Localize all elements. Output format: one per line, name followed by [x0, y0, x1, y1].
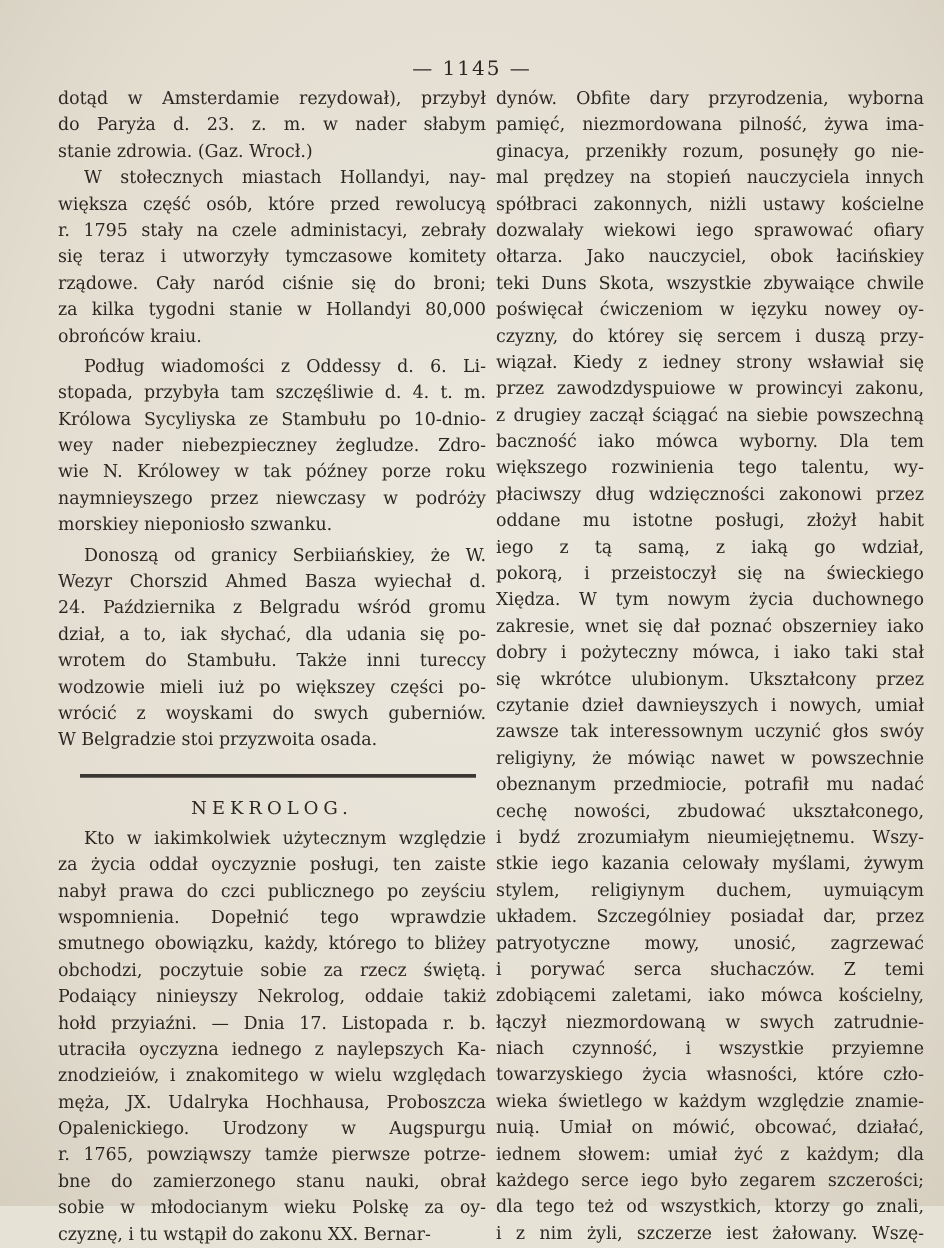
- text-line: zdobiącemi zaletami, iako mówca kościelny,: [496, 986, 924, 1007]
- text-line: Donoszą od granicy Serbiiańskiey, że W.: [84, 545, 486, 566]
- text-line: teki Duns Skota, wszystkie zbywaiące chwile: [496, 273, 924, 294]
- text-line: spółbraci zakonnych, niżli ustawy kościelne: [496, 194, 924, 215]
- text-line: zakresie, wnet się dał poznać obszerniey iako: [496, 616, 924, 637]
- news-paragraph-serbia: [58, 543, 486, 754]
- text-line: rządowe. Cały naród ciśnie się do broni;: [58, 273, 486, 294]
- text-line: obeznanym przedmiocie, potrafił mu nadać: [496, 775, 924, 796]
- text-line: r. 1765, powziąwszy tamże pierwsze potrze-: [58, 1145, 486, 1166]
- text-line: poświęcał ćwiczeniom w ięzyku nowey oy-: [496, 300, 924, 321]
- text-line: iego z tą samą, z iaką go wdział,: [496, 537, 924, 558]
- text-line: dotąd w Amsterdamie rezydował), przybył: [58, 89, 486, 109]
- text-line: Królowa Sycyliyska ze Stambułu po 10-dnio-: [58, 409, 486, 430]
- text-line: i z nim żyli, szczerze iest żałowany. Wszę-: [496, 1223, 924, 1244]
- text-line: Podaiący ninieyszy Nekrolog, oddaie takiż: [58, 987, 486, 1008]
- text-line: naymnieyszego przez niewczasy w podróży: [58, 488, 486, 509]
- text-line: wodzowie mieli iuż po większey części po-: [58, 677, 486, 698]
- text-line: Opalenickiego. Urodzony w Augspurgu: [58, 1119, 486, 1140]
- text-line: i bydź zrozumiałym nieumiejętnemu. Wszy-: [496, 827, 924, 848]
- section-divider: [80, 774, 476, 778]
- text-line: ołtarza. Jako nauczyciel, obok łacińskiey: [496, 247, 924, 268]
- text-line: dynów. Obfite dary przyrodzenia, wyborna: [496, 89, 924, 109]
- text-line: 24. Października z Belgradu wśród gromu: [58, 598, 486, 619]
- text-line: za kilka tygodni stanie w Hollandyi 80,000: [58, 300, 486, 321]
- obituary-continuation: [496, 86, 924, 1247]
- news-paragraph-oddessa: [58, 354, 486, 539]
- text-line: hołd przyiaźni. — Dnia 17. Listopada r. b.: [58, 1013, 486, 1034]
- text-line: wspomnienia. Dopełnić tego wprawdzie: [58, 907, 486, 928]
- text-line: układem. Szczególniey posiadał dar, przez: [496, 907, 924, 928]
- text-line: obrońców kraiu.: [58, 326, 202, 347]
- text-line: bne do zamierzonego stanu nauki, obrał: [58, 1171, 486, 1192]
- text-line: religiyny, że mówiąc nawet w powszechnie: [496, 748, 924, 769]
- text-line: morskiey nieponiosło szwanku.: [58, 515, 333, 536]
- news-paragraph-amsterdam: [58, 86, 486, 165]
- text-line: wrotem do Stambułu. Także inni tureccy: [58, 651, 486, 672]
- text-line: dla tego też od wszystkich, ktorzy go znali,: [496, 1197, 924, 1218]
- text-line: większa część osób, które przed rewolucyą: [58, 194, 486, 215]
- text-line: smutnego obowiązku, każdy, którego to bliżey: [58, 934, 486, 955]
- text-line: utraciła oyczyzna iednego z naylepszych Ka-: [58, 1039, 486, 1060]
- text-line: stanie zdrowia. (Gaz. Wrocł.): [58, 141, 313, 162]
- text-line: wrócić z woyskami do swych guberniów.: [58, 703, 486, 724]
- text-line: obchodzi, poczytuie sobie za rzecz świętą.: [58, 960, 486, 981]
- left-column: [58, 86, 486, 1248]
- text-line: baczność iako mówca wyborny. Dla tem: [496, 432, 924, 453]
- text-line: W stołecznych miastach Hollandyi, nay-: [84, 168, 486, 189]
- text-line: stopada, przybyła tam szczęśliwie d. 4. t. m.: [58, 383, 486, 404]
- text-line: znodzieiów, i znakomitego w wielu względach: [58, 1066, 486, 1087]
- text-line: płaciwszy dług wdzięczności zakonowi przez: [496, 484, 924, 505]
- text-line: Podług wiadomości z Oddessy d. 6. Li-: [84, 356, 486, 377]
- text-line: ginacya, przenikły rozum, posunęły go nie-: [496, 141, 924, 162]
- text-line: pamięć, niezmordowana pilność, żywa ima-: [496, 115, 924, 136]
- text-line: towarzyskiego życia własności, które czło-: [496, 1065, 924, 1086]
- text-line: r. 1795 stały na czele administacyi, zebrały: [58, 220, 486, 241]
- text-line: niach czynność, i wszystkie przyiemne: [496, 1039, 924, 1060]
- text-line: cechę nowości, zbudować ukształconego,: [496, 801, 924, 822]
- text-line: nuią. Umiał on mówić, obcować, działać,: [496, 1118, 924, 1139]
- text-line: dozwalały wiekowi iego sprawować ofiary: [496, 220, 924, 241]
- news-paragraph-hollandia: [58, 165, 486, 350]
- text-line: czyzny, do którey się sercem i duszą przy-: [496, 326, 924, 347]
- text-line: męża, JX. Udalryka Hochhausa, Proboszcza: [58, 1092, 486, 1113]
- text-line: iednem słowem: umiał żyć z każdym; dla: [496, 1144, 924, 1165]
- text-line: wiązał. Kiedy z iedney strony wsławiał się: [496, 352, 924, 373]
- text-line: do Paryża d. 23. z. m. w nader słabym: [58, 115, 486, 136]
- text-line: stkie iego kazania celowały myślami, żywym: [496, 854, 924, 875]
- text-line: Kto w iakimkolwiek użytecznym względzie: [84, 828, 486, 849]
- text-line: wieka świetlego w każdym względzie znamie-: [496, 1091, 924, 1112]
- text-line: każdego serce iego było zegarem szczerości;: [496, 1171, 924, 1192]
- text-line: Xiędza. W tym nowym życia duchownego: [496, 590, 924, 611]
- text-line: większego rozwinienia tego talentu, wy-: [496, 458, 924, 479]
- text-line: Wezyr Chorszid Ahmed Basza wyiechał d.: [58, 572, 486, 593]
- text-line: wie N. Królowey w tak późney porze roku: [58, 462, 486, 483]
- text-line: nabył prawa do czci publicznego po zeyściu: [58, 881, 486, 902]
- text-line: przez zawodzdyspuiowe w prowincyi zakonu,: [496, 379, 924, 400]
- text-line: się wkrótce ulubionym. Ukształcony przez: [496, 669, 924, 690]
- text-line: czyznę, i tu wstąpił do zakonu XX. Bernar-: [58, 1224, 431, 1245]
- text-line: czytanie dzieł dawnieyszych i nowych, umiał: [496, 695, 924, 716]
- text-line: dział, a to, iak słychać, dla udania się po-: [58, 624, 486, 645]
- text-line: W Belgradzie stoi przyzwoita osada.: [58, 730, 378, 751]
- text-line: się teraz i utworzyły tymczasowe komitety: [58, 247, 486, 268]
- text-line: zawsze tak interessownym uczynić głos swóy: [496, 722, 924, 743]
- text-line: dobry i pożyteczny mówca, i iako taki stał: [496, 643, 924, 664]
- text-line: oddane mu istotne posługi, złożył habit: [496, 511, 924, 532]
- text-line: łączył niezmordowaną w swych zatrudnie-: [496, 1012, 924, 1033]
- text-line: za życia oddał oyczyznie posługi, ten zaiste: [58, 855, 486, 876]
- section-heading-nekrolog: NEKROLOG.: [191, 797, 353, 819]
- text-line: wey nader niebezpieczney żegludze. Zdro-: [58, 436, 486, 457]
- text-line: i porywać serca słuchaczów. Z temi: [496, 959, 924, 980]
- text-line: z drugiey zaczął ściągać na siebie powszechną: [496, 405, 924, 426]
- text-line: stylem, religiynym duchem, uymuiącym: [496, 880, 924, 901]
- text-line: pokorą, i przeistoczył się na świeckiego: [496, 564, 924, 585]
- text-line: patryotyczne mowy, unosić, zagrzewać: [496, 933, 924, 954]
- page-number: — 1145 —: [412, 56, 532, 80]
- right-column: [496, 86, 924, 1247]
- text-line: mal prędzey na stopień nauczyciela innych: [496, 168, 924, 189]
- text-line: sobie w młodocianym wieku Polskę za oy-: [58, 1198, 486, 1219]
- obituary-paragraph: [58, 826, 486, 1248]
